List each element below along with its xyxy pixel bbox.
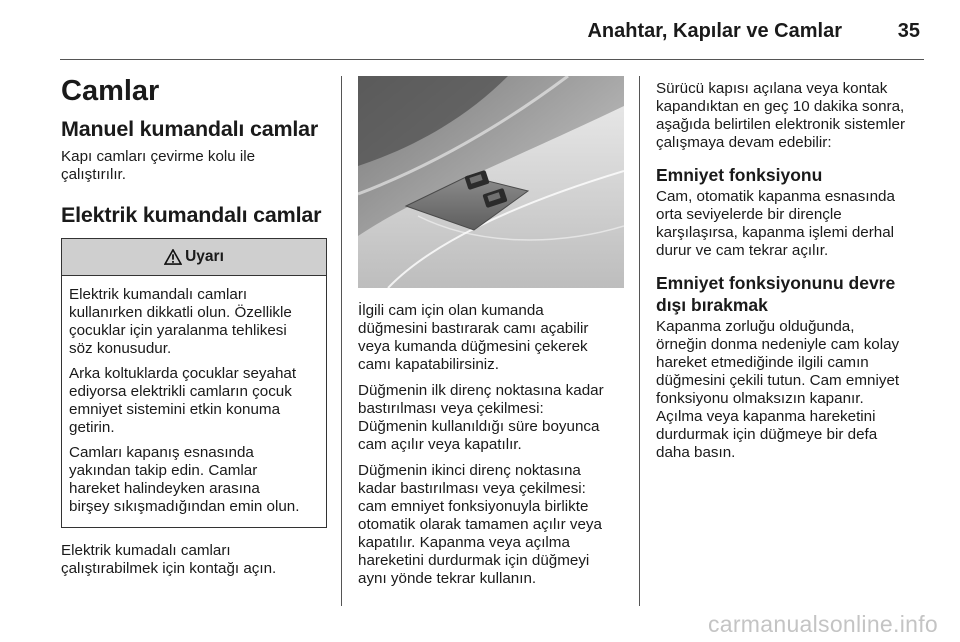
switch-operation-text: İlgili cam için olan kumanda düğmesini bastırarak camı açabilir veya kumanda düğmesini çekerek camı kapatabilirsiniz. (358, 302, 589, 373)
page-header (0, 0, 960, 60)
column-1 (61, 70, 327, 586)
header-title: Anahtar, Kapılar ve Camlar (587, 20, 842, 42)
watermark: carmanualsonline.info (707, 611, 938, 637)
door-window-switch-photo (358, 76, 624, 288)
warning-paragraph-2: Arka koltuklarda çocuklar seyahat ediyorsa elektrikli camların çocuk emniyet sistemini etkin konuma getirin. (69, 365, 297, 436)
warning-paragraph-3: Camları kapanış esnasında yakından takip edin. Camlar hareket halindeyken arasına birşey sıkışmadığından emin olun. (69, 444, 300, 515)
second-detent-text: Düğmenin ikinci direnç noktasına kadar bastırılması veya çekilmesi: cam emniyet fonksiyonuyla birlikte otomatik olarak tamamen açılır veya kapatılır. Kapanma veya açılma hareketini durdurmak için düğmeyi aynı yönde tekrar kullanın. (358, 462, 602, 587)
header-rule (60, 59, 924, 60)
warning-triangle-icon (164, 249, 182, 265)
safety-function-heading: Emniyet fonksiyonu (656, 165, 823, 185)
manual-windows-text: Kapı camları çevirme kolu ile çalıştırılır. (61, 148, 256, 183)
column-divider-2 (639, 76, 640, 606)
manual-windows-heading: Manuel kumandalı camlar (61, 117, 319, 141)
warning-body (62, 276, 326, 527)
retained-power-text: Sürücü kapısı açılana veya kontak kapandıktan en geç 10 dakika sonra, aşağıda belirtilen elektronik sistemler çalışmaya devam edebilir: (656, 80, 906, 151)
page-number: 35 (897, 20, 920, 42)
disable-safety-heading: Emniyet fonksiyonunu devre dışı bırakmak (656, 273, 896, 315)
warning-title: Uyarı (185, 248, 224, 265)
warning-box (61, 238, 327, 528)
disable-safety-text: Kapanma zorluğu olduğunda, örneğin donma nedeniyle cam kolay hareket etmediğinde ilgili camın düğmesini çekili tutun. Cam emniyet fonksiyonu olmaksızın kapanır. Açılma veya kapanma hareketini durdurmak için düğmeye bir defa daha basın. (656, 318, 900, 461)
electric-windows-heading: Elektrik kumandalı camlar (61, 203, 322, 227)
warning-paragraph-1: Elektrik kumandalı camları kullanırken dikkatli olun. Özellikle çocuklar için yaralanma tehlikesi söz konusudur. (69, 286, 292, 357)
section-title: Camlar (61, 75, 160, 107)
column-divider-1 (341, 76, 342, 606)
safety-function-text: Cam, otomatik kapanma esnasında orta seviyelerde bir dirençle karşılaşırsa, kapanma işlemi derhal durur ve cam tekrar açılır. (656, 188, 895, 259)
first-detent-text: Düğmenin ilk direnç noktasına kadar bastırılması veya çekilmesi: Düğmenin kullanıldığı süre boyunca cam açılır veya kapatılır. (358, 382, 604, 453)
column-3 (656, 80, 928, 470)
warning-header (62, 239, 326, 276)
column-2 (358, 76, 624, 596)
ignition-note: Elektrik kumadalı camları çalıştırabilmek için kontağı açın. (61, 542, 277, 577)
